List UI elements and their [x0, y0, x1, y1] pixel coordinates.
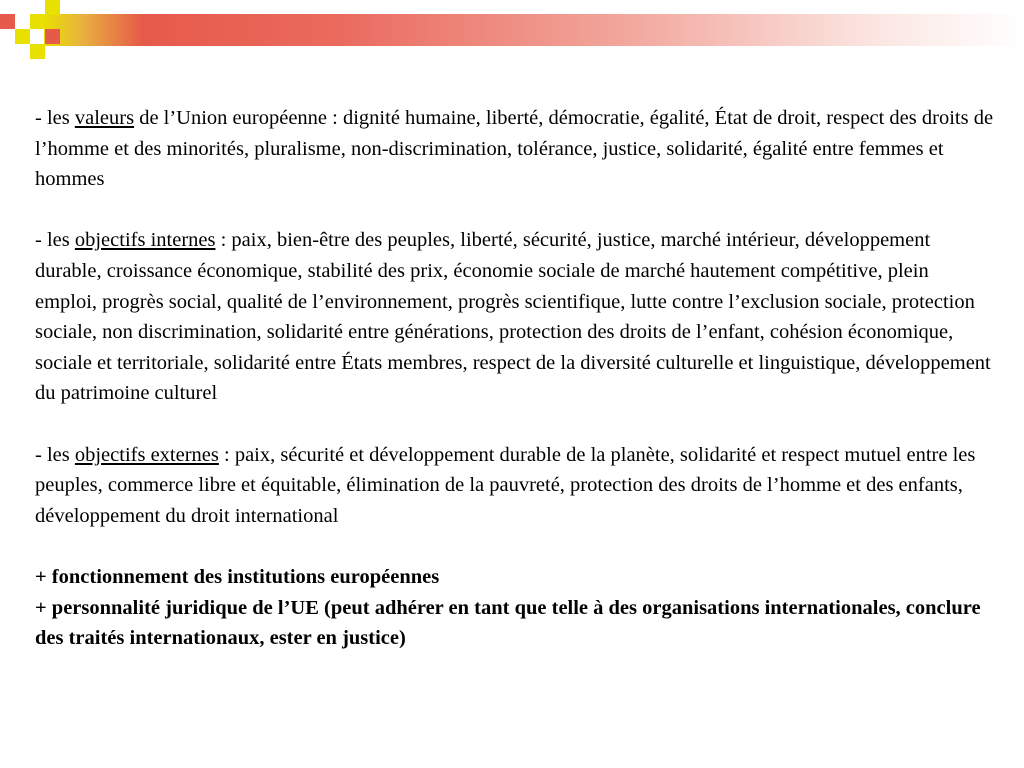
deco-square-red [45, 29, 60, 44]
values-paragraph [35, 103, 995, 195]
deco-square-yellow [30, 44, 45, 59]
values-prefix: - les [35, 107, 75, 129]
external-objectives-prefix: - les [35, 443, 75, 466]
internal-objectives-term: objectifs internes [74, 229, 216, 252]
header-decoration [0, 0, 1024, 70]
external-objectives-text: : paix, sécurité et développement durable de la planète, solidarité et respect mutuel entre les peuples, commerce libre et équitable, élimination de la pauvreté, protection des droits de l’homme et des enfants, développement du droit international [35, 443, 976, 527]
slide-body [35, 103, 995, 654]
bold-points [35, 562, 995, 654]
legal-personality-point: + personnalité juridique de l’UE (peut adhérer en tant que telle à des organisations internationales, conclure des traités internationaux, ester en justice) [35, 596, 981, 650]
external-objectives-term: objectifs externes [74, 443, 219, 466]
gradient-header-bar [44, 14, 1024, 46]
values-text: de l’Union européenne : dignité humaine, liberté, démocratie, égalité, État de droit, respect des droits de l’homme et des minorités, pluralisme, non-discrimination, tolérance, justice, solidarité, égalité entre femmes et hommes [35, 107, 994, 191]
deco-square-yellow [45, 0, 60, 15]
deco-square-yellow [30, 14, 45, 29]
values-term: valeurs [74, 107, 135, 129]
institutions-point: + fonctionnement des institutions européennes [35, 565, 440, 588]
internal-objectives-paragraph [35, 225, 995, 409]
internal-objectives-prefix: - les [35, 229, 75, 252]
external-objectives-paragraph [35, 440, 995, 532]
deco-square-yellow [15, 29, 30, 44]
internal-objectives-text: : paix, bien-être des peuples, liberté, sécurité, justice, marché intérieur, développement durable, croissance économique, stabilité des prix, économie sociale de marché hautement compétitive, plein emploi, progrès social, qualité de l’environnement, progrès scientifique, lutte contre l’exclusion sociale, protection sociale, non discrimination, solidarité entre générations, protection des droits de l’enfant, cohésion économique, sociale et territoriale, solidarité entre États membres, respect de la diversité culturelle et linguistique, développement du patrimoine culturel [35, 229, 991, 405]
deco-square-red [0, 14, 15, 29]
